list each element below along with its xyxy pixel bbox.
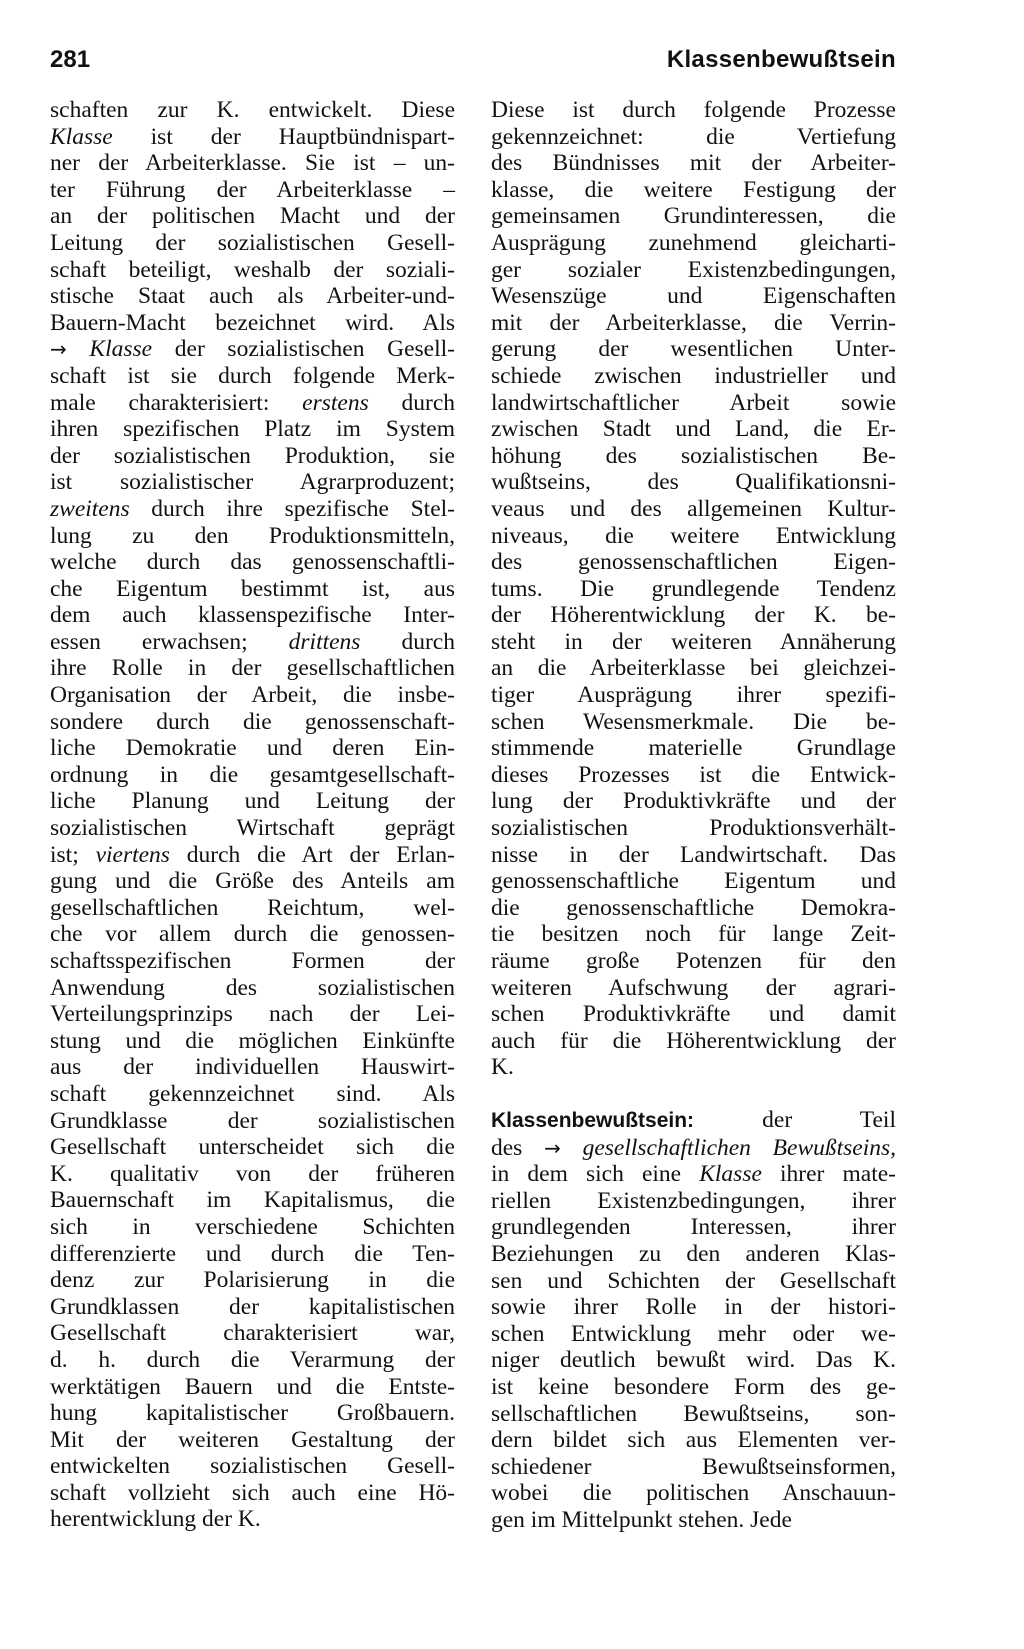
text-line: sozialistischen Wirtschaft geprägt bbox=[50, 815, 455, 842]
text-line: riellen Existenzbedingungen, ihrer bbox=[491, 1187, 896, 1214]
text-line: des → gesellschaftlichen Bewußtseins, bbox=[491, 1134, 897, 1161]
text-line: schiedener Bewußtseinsformen, bbox=[491, 1453, 896, 1480]
text-line: schaftsspezifischen Formen der bbox=[50, 948, 455, 974]
text-line: che Eigentum bestimmt ist, aus bbox=[50, 575, 455, 602]
text-line: ner der Arbeiterklasse. Sie ist – un- bbox=[50, 150, 455, 177]
right-paragraph bbox=[491, 97, 896, 1081]
dictionary-entry bbox=[491, 1107, 896, 1534]
text-line: stimmende materielle Grundlage bbox=[491, 735, 896, 762]
text-line: hung kapitalistischer Großbauern. bbox=[50, 1400, 455, 1427]
left-paragraph bbox=[50, 97, 455, 1533]
text-line: steht in der weiteren Annäherung bbox=[491, 628, 896, 655]
text-line: mit der Arbeiterklasse, die Verrin- bbox=[491, 309, 896, 336]
text-line: der Teil bbox=[694, 1106, 896, 1133]
text-line: nisse in der Landwirtschaft. Das bbox=[491, 841, 896, 868]
text-line: des Bündnisses mit der Arbeiter- bbox=[491, 150, 896, 177]
text-line: ordnung in die gesamtgesellschaft- bbox=[50, 761, 455, 788]
entry-first-line bbox=[491, 1107, 896, 1135]
text-line: gung und die Größe des Anteils am bbox=[50, 868, 455, 895]
text-line: Klasse ist der Hauptbündnispart- bbox=[50, 123, 455, 150]
text-line: sozialistischen Produktionsverhält- bbox=[491, 815, 896, 842]
text-line: Gesellschaft charakterisiert war, bbox=[50, 1320, 455, 1347]
text-line: differenzierte und durch die Ten- bbox=[50, 1240, 455, 1267]
left-column bbox=[50, 97, 455, 1533]
text-line: grundlegenden Interessen, ihrer bbox=[491, 1214, 896, 1241]
text-line: niger deutlich bewußt wird. Das K. bbox=[491, 1347, 896, 1374]
text-line: Anwendung des sozialistischen bbox=[50, 974, 455, 1001]
text-line: sen und Schichten der Gesellschaft bbox=[491, 1267, 896, 1294]
text-line: dieses Prozesses ist die Entwick- bbox=[491, 761, 896, 788]
text-line: schaft beteiligt, weshalb der soziali- bbox=[50, 256, 455, 283]
text-line: schiede zwischen industrieller und bbox=[491, 362, 896, 389]
text-line: die genossenschaftliche Demokra- bbox=[491, 894, 896, 921]
text-line: höhung des sozialistischen Be- bbox=[491, 442, 896, 469]
text-line: schaften zur K. entwickelt. Diese bbox=[50, 97, 455, 123]
text-line: Leitung der sozialistischen Gesell- bbox=[50, 229, 455, 256]
text-line: wobei die politischen Anschauun- bbox=[491, 1480, 896, 1507]
text-line: d. h. durch die Verarmung der bbox=[50, 1346, 455, 1373]
text-line: ist sozialistischer Agrarproduzent; bbox=[50, 469, 455, 496]
text-line: Ausprägung zunehmend gleicharti- bbox=[491, 229, 896, 256]
text-line: an die Arbeiterklasse bei gleichzei- bbox=[491, 655, 896, 682]
text-line: schaft ist sie durch folgende Merk- bbox=[50, 362, 455, 389]
text-line: stische Staat auch als Arbeiter-und- bbox=[50, 283, 455, 310]
text-line: → Klasse der sozialistischen Gesell- bbox=[50, 336, 455, 363]
text-line: landwirtschaftlicher Arbeit sowie bbox=[491, 389, 896, 416]
text-line: schen Wesensmerkmale. Die be- bbox=[491, 708, 896, 735]
text-line: schaft vollzieht sich auch eine Hö- bbox=[50, 1479, 455, 1506]
text-line: Bauernschaft im Kapitalismus, die bbox=[50, 1187, 455, 1214]
text-line: K. bbox=[491, 1054, 514, 1081]
text-line: ter Führung der Arbeiterklasse – bbox=[50, 176, 455, 203]
text-line: Organisation der Arbeit, die insbe- bbox=[50, 682, 455, 709]
text-line: gerung der wesentlichen Unter- bbox=[491, 336, 896, 363]
text-line: Diese ist durch folgende Prozesse bbox=[491, 97, 896, 123]
text-line: der sozialistischen Produktion, sie bbox=[50, 442, 455, 469]
text-line: welche durch das genossenschaftli- bbox=[50, 549, 455, 576]
text-line: niveaus, die weitere Entwicklung bbox=[491, 522, 896, 549]
text-line: weiteren Aufschwung der agrari- bbox=[491, 974, 896, 1001]
text-line: K. qualitativ von der früheren bbox=[50, 1160, 455, 1187]
text-line: gekennzeichnet: die Vertiefung bbox=[491, 123, 896, 150]
text-line: denz zur Polarisierung in die bbox=[50, 1267, 455, 1294]
text-line: sowie ihrer Rolle in der histori- bbox=[491, 1294, 896, 1321]
text-line: sondere durch die genossenschaft- bbox=[50, 708, 455, 735]
text-line: der Höherentwicklung der K. be- bbox=[491, 602, 896, 629]
text-line: male charakterisiert: erstens durch bbox=[50, 389, 455, 416]
text-line: räume große Potenzen für den bbox=[491, 948, 896, 974]
page-header bbox=[50, 46, 896, 82]
page-number: 281 bbox=[50, 46, 91, 73]
text-line: Gesellschaft unterscheidet sich die bbox=[50, 1134, 455, 1161]
text-line: lung der Produktivkräfte und der bbox=[491, 788, 896, 815]
text-line: tums. Die grundlegende Tendenz bbox=[491, 575, 896, 602]
text-line: aus der individuellen Hauswirt- bbox=[50, 1054, 455, 1081]
text-line: in dem sich eine Klasse ihrer mate- bbox=[491, 1161, 897, 1188]
text-line: an der politischen Macht und der bbox=[50, 203, 455, 230]
text-line: Grundklasse der sozialistischen bbox=[50, 1107, 455, 1134]
text-line: ist; viertens durch die Art der Erlan- bbox=[50, 841, 456, 868]
entry-term: Klassenbewußtsein: bbox=[491, 1108, 695, 1132]
text-line: liche Demokratie und deren Ein- bbox=[50, 735, 455, 762]
text-line: tiger Ausprägung ihrer spezifi- bbox=[491, 682, 896, 709]
text-line: ihre Rolle in der gesellschaftlichen bbox=[50, 655, 455, 682]
text-line: Mit der weiteren Gestaltung der bbox=[50, 1426, 455, 1453]
text-line: sellschaftlichen Bewußtseins, son- bbox=[491, 1400, 896, 1427]
text-line: dem auch klassenspezifische Inter- bbox=[50, 602, 455, 629]
text-line: gen im Mittelpunkt stehen. Jede bbox=[491, 1506, 792, 1533]
text-line: gemeinsamen Grundinteressen, die bbox=[491, 203, 896, 230]
text-line: Wesenszüge und Eigenschaften bbox=[491, 283, 896, 310]
text-line: zweitens durch ihre spezifische Stel- bbox=[50, 495, 455, 522]
text-line: stung und die möglichen Einkünfte bbox=[50, 1027, 455, 1054]
text-line: ist keine besondere Form des ge- bbox=[491, 1373, 896, 1400]
text-line: klasse, die weitere Festigung der bbox=[491, 176, 896, 203]
text-line: genossenschaftliche Eigentum und bbox=[491, 868, 896, 895]
right-column bbox=[491, 97, 896, 1533]
text-line: schen Entwicklung mehr oder we- bbox=[491, 1320, 896, 1347]
text-line: Bauern-Macht bezeichnet wird. Als bbox=[50, 309, 455, 336]
text-line: ihren spezifischen Platz im System bbox=[50, 416, 455, 443]
text-line: Grundklassen der kapitalistischen bbox=[50, 1293, 455, 1320]
running-head: Klassenbewußtsein bbox=[666, 46, 896, 73]
text-line: ger sozialer Existenzbedingungen, bbox=[491, 256, 896, 283]
text-line: gesellschaftlichen Reichtum, wel- bbox=[50, 894, 455, 921]
text-line: auch für die Höherentwicklung der bbox=[491, 1027, 896, 1054]
text-line: schaft gekennzeichnet sind. Als bbox=[50, 1080, 455, 1107]
text-line: essen erwachsen; drittens durch bbox=[50, 628, 455, 655]
text-line: dern bildet sich aus Elementen ver- bbox=[491, 1427, 896, 1454]
text-line: sich in verschiedene Schichten bbox=[50, 1213, 455, 1240]
text-line: entwickelten sozialistischen Gesell- bbox=[50, 1453, 455, 1480]
text-line: schen Produktivkräfte und damit bbox=[491, 1001, 896, 1028]
text-line: veaus und des allgemeinen Kultur- bbox=[491, 495, 896, 522]
text-line: Verteilungsprinzips nach der Lei- bbox=[50, 1001, 455, 1028]
text-line: liche Planung und Leitung der bbox=[50, 788, 455, 815]
text-line: che vor allem durch die genossen- bbox=[50, 921, 455, 948]
text-line: wußtseins, des Qualifikationsni- bbox=[491, 469, 896, 496]
text-line: des genossenschaftlichen Eigen- bbox=[491, 549, 896, 576]
text-line: lung zu den Produktionsmitteln, bbox=[50, 522, 455, 549]
text-line: Beziehungen zu den anderen Klas- bbox=[491, 1240, 896, 1267]
text-line: tie besitzen noch für lange Zeit- bbox=[491, 921, 896, 948]
text-line: zwischen Stadt und Land, die Er- bbox=[491, 416, 896, 443]
text-line: herentwicklung der K. bbox=[50, 1506, 261, 1533]
text-line: werktätigen Bauern und die Entste- bbox=[50, 1373, 455, 1400]
